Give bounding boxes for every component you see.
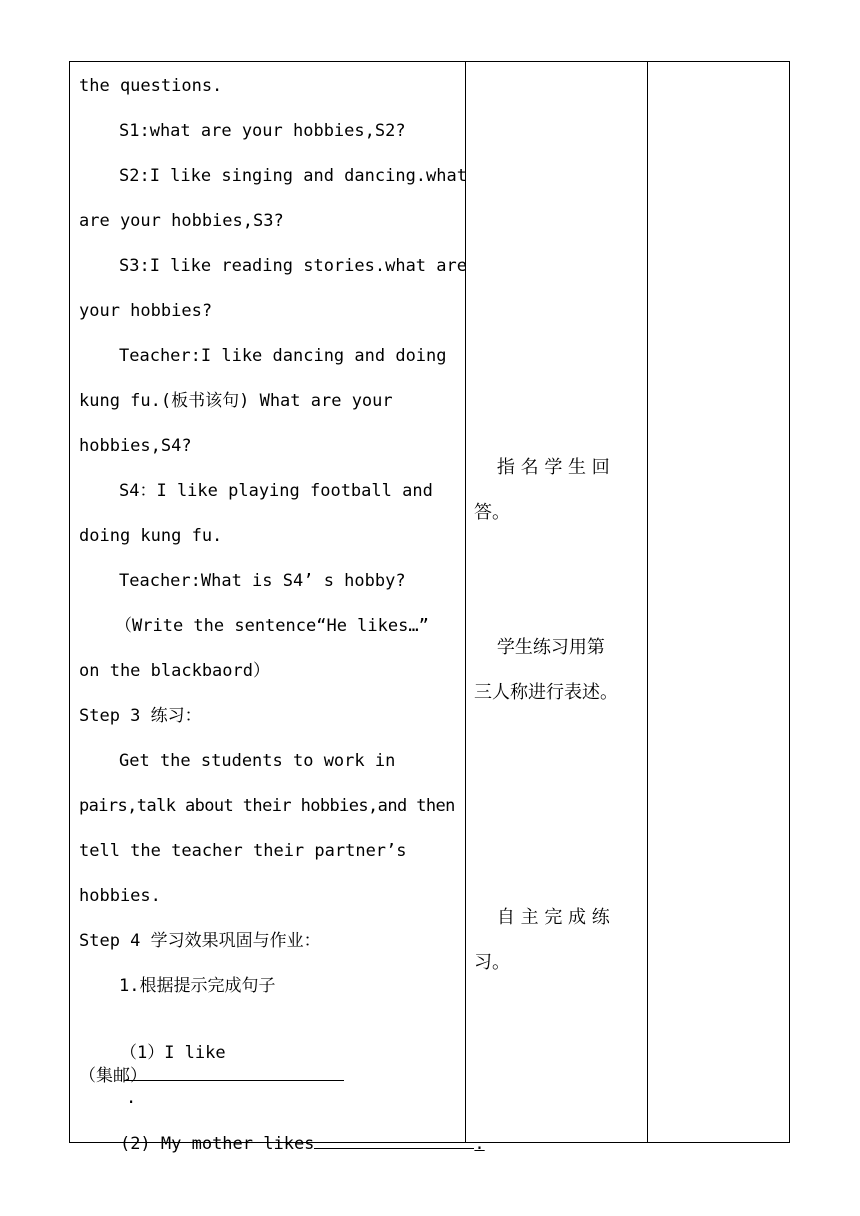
lesson-plan-table: [69, 61, 790, 1154]
teacher-note-2-line-2: 三人称进行表述。: [474, 682, 618, 703]
text-line: on the blackbaord）: [79, 661, 270, 681]
text-line: pairs,talk about their hobbies,and then: [79, 796, 455, 816]
text-line: hobbies,S4?: [79, 436, 192, 456]
exercise-item-1-text: （1）I like: [119, 1043, 226, 1063]
text-line: S3:I like reading stories.what are: [119, 256, 467, 276]
text-line: your hobbies?: [79, 301, 213, 321]
text-line: Get the students to work in: [119, 751, 396, 771]
exercise-item-2-period: .: [474, 1134, 485, 1154]
text-line: S4：I like playing football and: [119, 481, 433, 501]
text-line: are your hobbies,S3?: [79, 211, 284, 231]
teacher-note-1-line-2: 答。: [474, 502, 510, 523]
step-3-heading: Step 3 练习：: [79, 706, 202, 726]
text-line: （Write the sentence“He likes…”: [115, 616, 429, 636]
text-line: doing kung fu.: [79, 526, 223, 546]
teacher-note-1-line-1: 指 名 学 生 回: [474, 457, 610, 478]
exercise-item-2: [79, 1110, 485, 1177]
exercise-item-1-period: .: [125, 1088, 137, 1108]
text-line: Teacher:What is S4’ s hobby?: [119, 571, 406, 591]
text-line: kung fu.(板书该句) What are your: [79, 391, 393, 411]
text-line: tell the teacher their partner’s: [79, 841, 407, 861]
text-line: Teacher:I like dancing and doing: [119, 346, 447, 366]
text-line: hobbies.: [79, 886, 161, 906]
step-4-heading: Step 4 学习效果巩固与作业：: [79, 931, 321, 951]
teacher-note-2-line-1: 学生练习用第: [474, 637, 605, 658]
answer-blank-2: [314, 1132, 474, 1149]
column-divider-2: [647, 62, 648, 1142]
answer-blank-1: [124, 1064, 344, 1081]
exercise-instruction: 1.根据提示完成句子: [119, 976, 276, 996]
text-line: S1:what are your hobbies,S2?: [119, 121, 406, 141]
teacher-note-3-line-2: 习。: [474, 952, 510, 973]
column-divider-1: [465, 62, 466, 1142]
text-line: S2:I like singing and dancing.what: [119, 166, 467, 186]
teacher-note-3-line-1: 自 主 完 成 练: [474, 907, 610, 928]
exercise-item-2-text: (2) My mother likes: [119, 1134, 315, 1154]
text-line: the questions.: [79, 76, 223, 96]
exercise-item-1-hint: （集邮）: [79, 1066, 147, 1086]
